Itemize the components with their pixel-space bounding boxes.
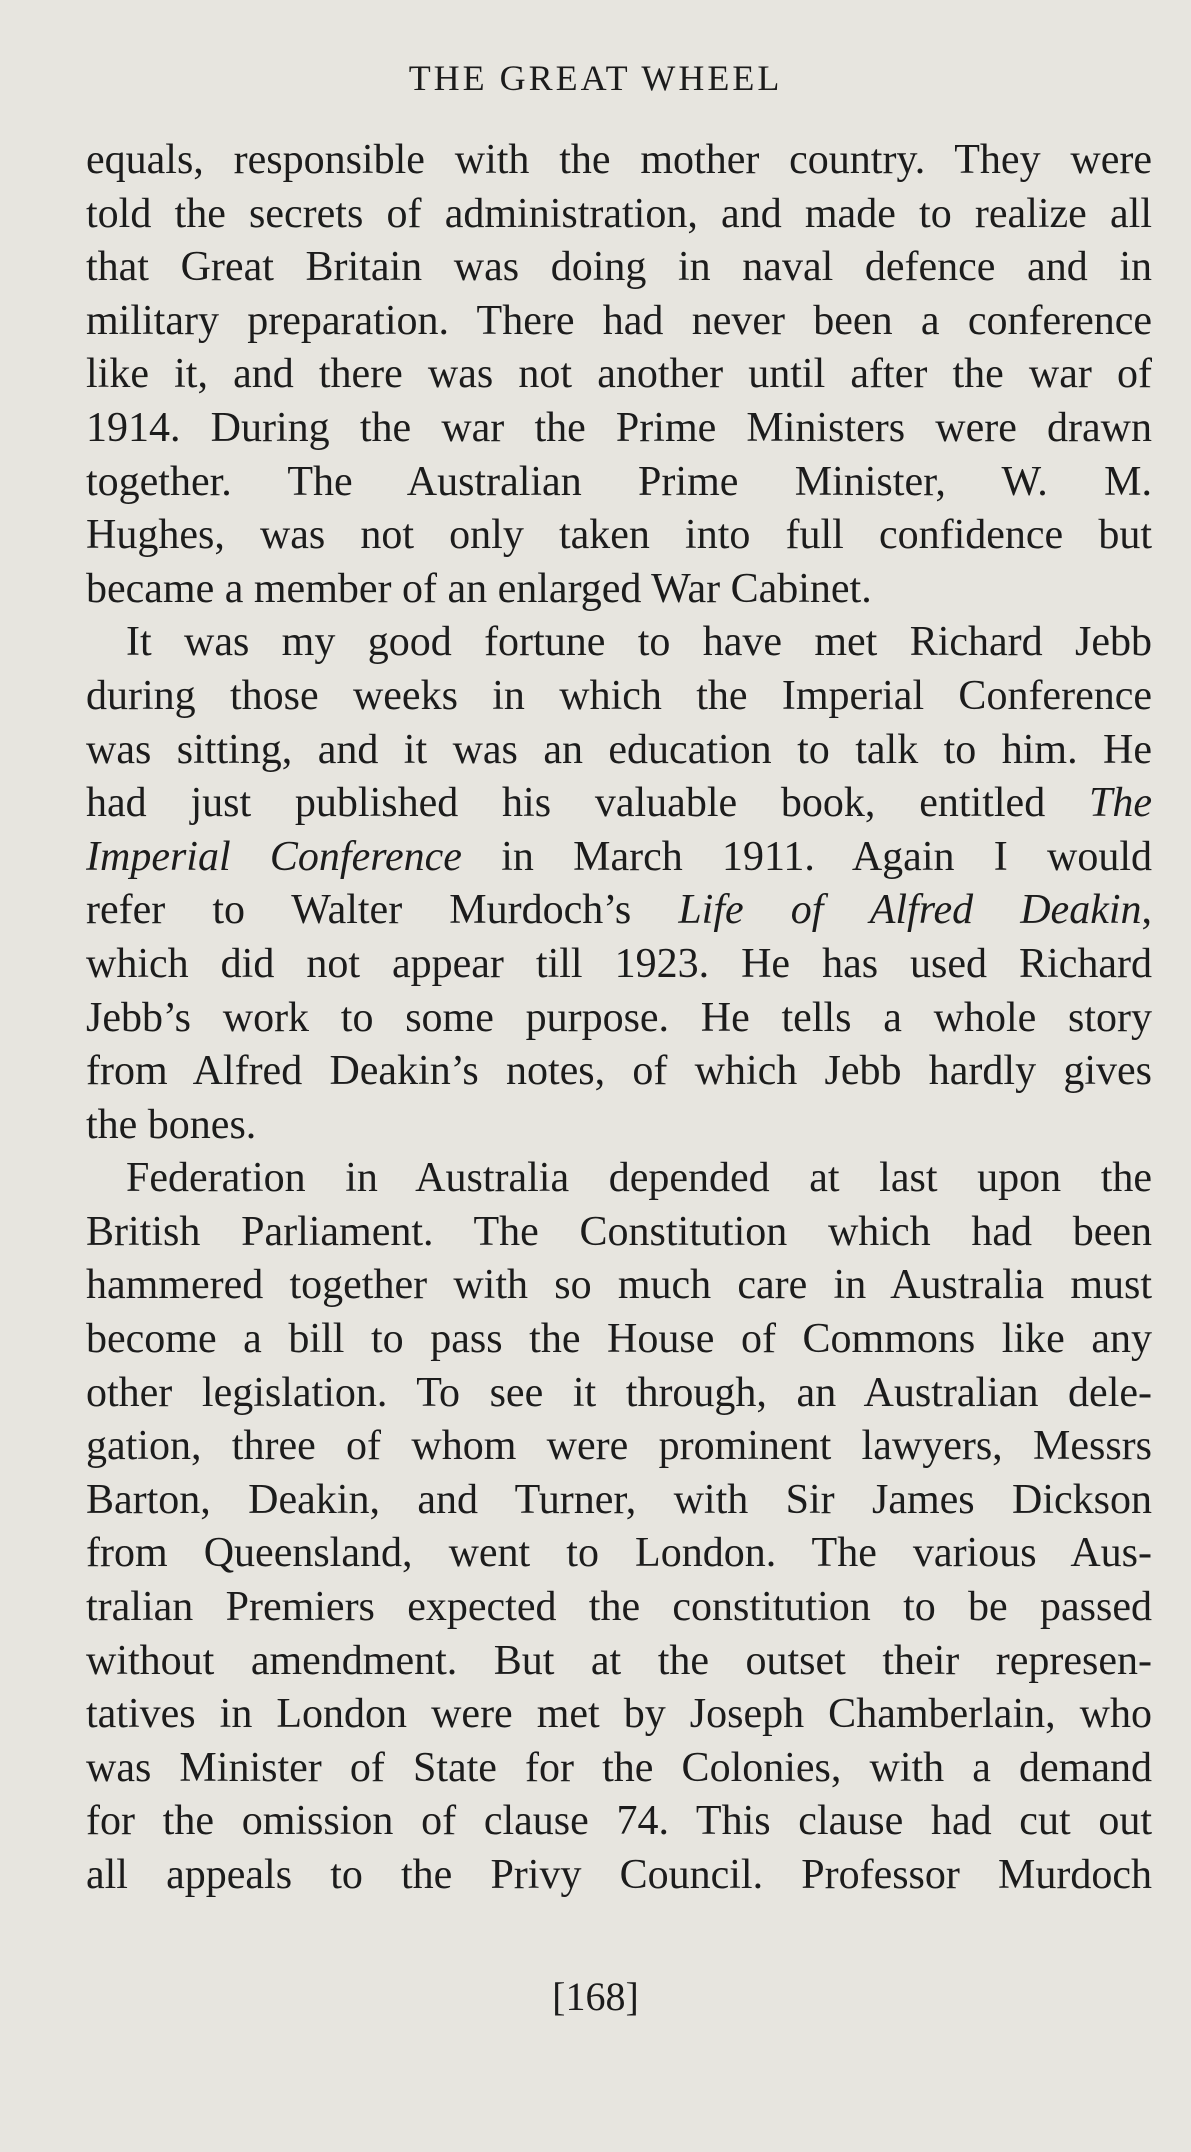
line-text: equals, responsible with the mother country. They were: [86, 137, 1152, 183]
line-text: became a member of an enlarged War Cabinet.: [86, 565, 872, 612]
text-line: [86, 1420, 1152, 1474]
line-text: other legislation. To see it through, an Australian dele-: [86, 1369, 1152, 1416]
line-text: British Parliament. The Constitution which had been: [86, 1208, 1152, 1255]
text-line: [86, 295, 1152, 349]
line-text: Federation in Australia depended at last upon the: [126, 1155, 1152, 1202]
text-line: [86, 616, 1152, 670]
line-text: tralian Premiers expected the constitution to be passed: [86, 1584, 1152, 1631]
line-text: 1914. During the war the Prime Ministers were drawn: [86, 404, 1152, 451]
line-text: that Great Britain was doing in naval defence and in: [86, 244, 1152, 291]
text-line: [86, 456, 1152, 510]
text-line: [86, 670, 1152, 724]
text-line: [86, 938, 1152, 992]
line-text: the bones.: [86, 1101, 257, 1148]
line-text: all appeals to the Privy Council. Professor Murdoch: [86, 1852, 1152, 1898]
text-line: [86, 1099, 1152, 1153]
line-text: was sitting, and it was an education to talk to him. He: [86, 726, 1152, 773]
line-text: hammered together with so much care in Australia must: [86, 1262, 1152, 1309]
text-line: [86, 402, 1152, 456]
running-head: THE GREAT WHEEL: [408, 58, 783, 98]
line-text: gation, three of whom were prominent lawyers, Messrs: [86, 1423, 1152, 1470]
line-text: had just published his valuable book, entitled: [86, 780, 1089, 827]
text-line: [86, 831, 1152, 885]
text-line: [86, 348, 1152, 402]
line-text: from Queensland, went to London. The various Aus-: [86, 1530, 1152, 1577]
text-line: [86, 884, 1152, 938]
italic-title: Life of Alfred Deakin: [678, 887, 1142, 934]
text-line: [86, 1313, 1152, 1367]
text-line: [86, 1742, 1152, 1796]
line-text: military preparation. There had never been a conference: [86, 297, 1152, 344]
line-text: which did not appear till 1923. He has used Richard: [86, 940, 1152, 987]
text-line: [86, 724, 1152, 778]
line-text: in March 1911. Again I would: [461, 833, 1152, 880]
line-text: Hughes, was not only taken into full confidence but: [86, 512, 1152, 559]
text-line: [86, 1849, 1152, 1903]
line-text: without amendment. But at the outset their represen-: [86, 1637, 1152, 1684]
text-line: [86, 188, 1152, 242]
line-text: It was my good fortune to have met Richard Jebb: [126, 619, 1152, 666]
text-line: [86, 241, 1152, 295]
text-line: [86, 509, 1152, 563]
line-text: told the secrets of administration, and made to realize all: [86, 190, 1152, 237]
text-line: [86, 1581, 1152, 1635]
line-text: ,: [1141, 887, 1152, 934]
line-text: during those weeks in which the Imperial Conference: [86, 672, 1152, 719]
text-line: [86, 1152, 1152, 1206]
line-text: Jebb’s work to some purpose. He tells a whole story: [86, 994, 1152, 1041]
text-line: [86, 1527, 1152, 1581]
text-line: [86, 1045, 1152, 1099]
line-text: refer to Walter Murdoch’s: [86, 887, 679, 934]
text-line: [86, 1206, 1152, 1260]
text-line: [86, 777, 1152, 831]
text-line: [86, 1259, 1152, 1313]
text-line: [86, 563, 1152, 617]
text-line: [86, 1474, 1152, 1528]
text-line: [86, 1688, 1152, 1742]
page-number: [168]: [552, 1974, 639, 2019]
line-text: Barton, Deakin, and Turner, with Sir James Dickson: [86, 1476, 1152, 1523]
line-text: was Minister of State for the Colonies, with a demand: [86, 1744, 1152, 1791]
line-text: like it, and there was not another until after the war of: [86, 351, 1152, 398]
line-text: together. The Australian Prime Minister, W. M.: [86, 458, 1152, 505]
text-line: [86, 992, 1152, 1046]
text-line: [86, 1635, 1152, 1689]
line-text: tatives in London were met by Joseph Chamberlain, who: [86, 1691, 1152, 1738]
line-text: from Alfred Deakin’s notes, of which Jebb hardly gives: [86, 1048, 1152, 1095]
text-line: [86, 1795, 1152, 1849]
italic-title: The: [1089, 780, 1152, 827]
italic-title: Imperial Conference: [86, 833, 462, 880]
line-text: for the omission of clause 74. This clause had cut out: [86, 1798, 1152, 1845]
text-line: [86, 1367, 1152, 1421]
text-line: [86, 134, 1152, 188]
line-text: become a bill to pass the House of Commons like any: [86, 1316, 1152, 1363]
body-text: [86, 134, 1152, 1903]
